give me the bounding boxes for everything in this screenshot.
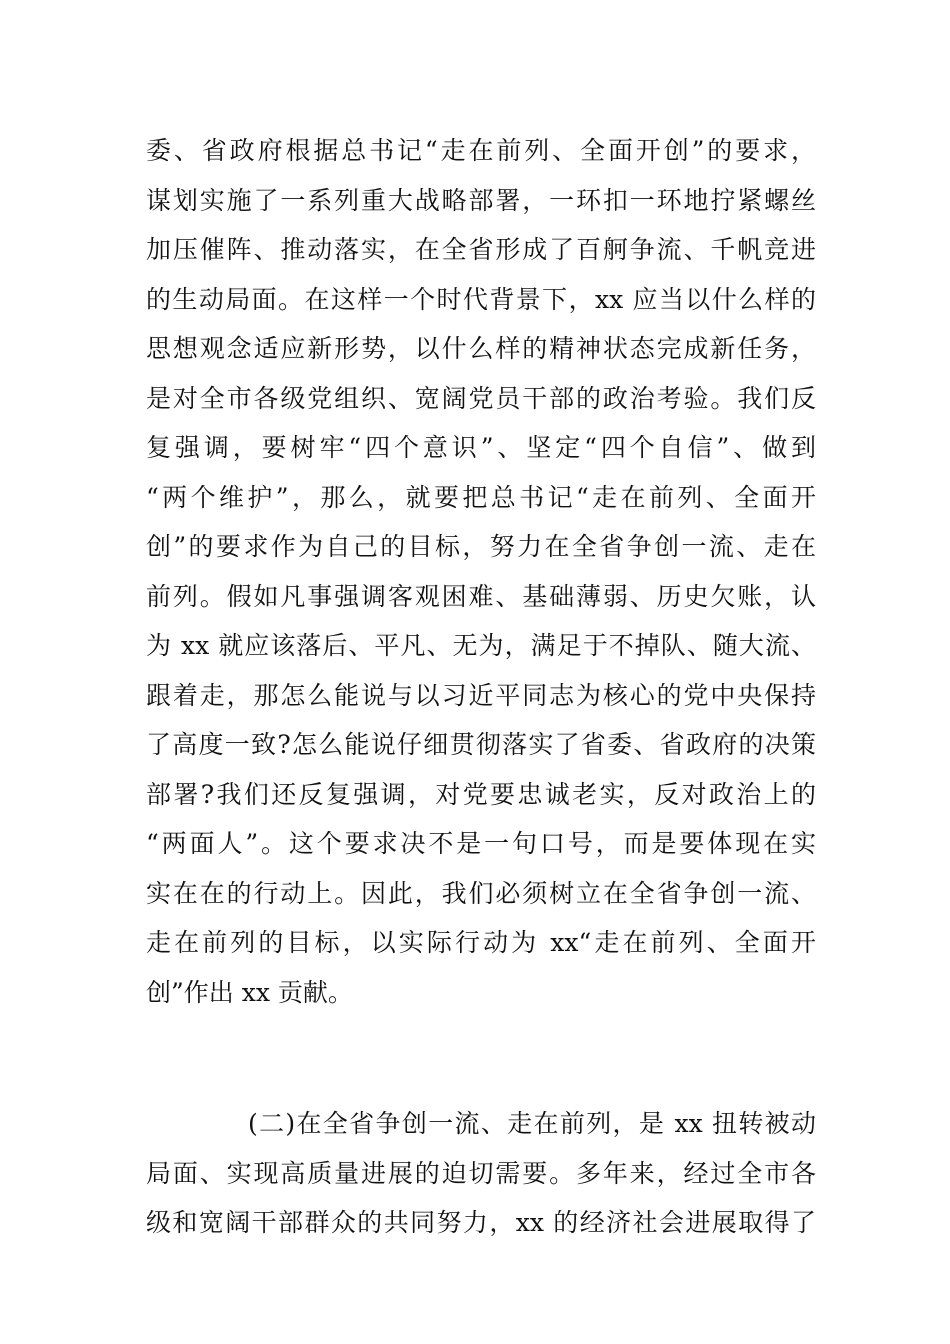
- text-line: 创”作出 xx 贡献。: [146, 978, 353, 1007]
- text-line: 思想观念适应新形势，以什么样的精神状态完成新任务，: [146, 334, 816, 363]
- text-line: 局面、实现高质量进展的迫切需要。多年来，经过全市各: [146, 1159, 816, 1188]
- text-line: 级和宽阔干部群众的共同努力，xx 的经济社会进展取得了: [146, 1208, 816, 1237]
- text-line: 实在在的行动上。因此，我们必须树立在全省争创一流、: [146, 879, 816, 908]
- text-line: 前列。假如凡事强调客观困难、基础薄弱、历史欠账，认: [146, 582, 816, 611]
- text-line: (二)在全省争创一流、走在前列，是 xx 扭转被动: [248, 1109, 816, 1138]
- text-line: “两个维护”，那么，就要把总书记“走在前列、全面开: [146, 483, 816, 512]
- text-line: 为 xx 就应该落后、平凡、无为，满足于不掉队、随大流、: [146, 631, 816, 660]
- text-line: 复强调，要树牢“四个意识”、坚定“四个自信”、做到: [146, 433, 816, 462]
- text-line: 谋划实施了一系列重大战略部署，一环扣一环地拧紧螺丝: [146, 186, 816, 215]
- text-line: 跟着走，那怎么能说与以习近平同志为核心的党中央保持: [146, 681, 816, 710]
- text-line: 了高度一致?怎么能说仔细贯彻落实了省委、省政府的决策: [146, 730, 816, 759]
- text-line: 创”的要求作为自己的目标，努力在全省争创一流、走在: [146, 532, 816, 561]
- text-line: 委、省政府根据总书记“走在前列、全面开创”的要求，: [146, 136, 816, 165]
- text-line: 的生动局面。在这样一个时代背景下，xx 应当以什么样的: [146, 285, 816, 314]
- text-line: 是对全市各级党组织、宽阔党员干部的政治考验。我们反: [146, 384, 816, 413]
- text-line: 走在前列的目标，以实际行动为 xx“走在前列、全面开: [146, 928, 816, 957]
- text-line: 加压催阵、推动落实，在全省形成了百舸争流、千帆竞进: [146, 235, 816, 264]
- text-line: 部署?我们还反复强调，对党要忠诚老实，反对政治上的: [146, 780, 816, 809]
- text-line: “两面人”。这个要求决不是一句口号，而是要体现在实: [146, 829, 816, 858]
